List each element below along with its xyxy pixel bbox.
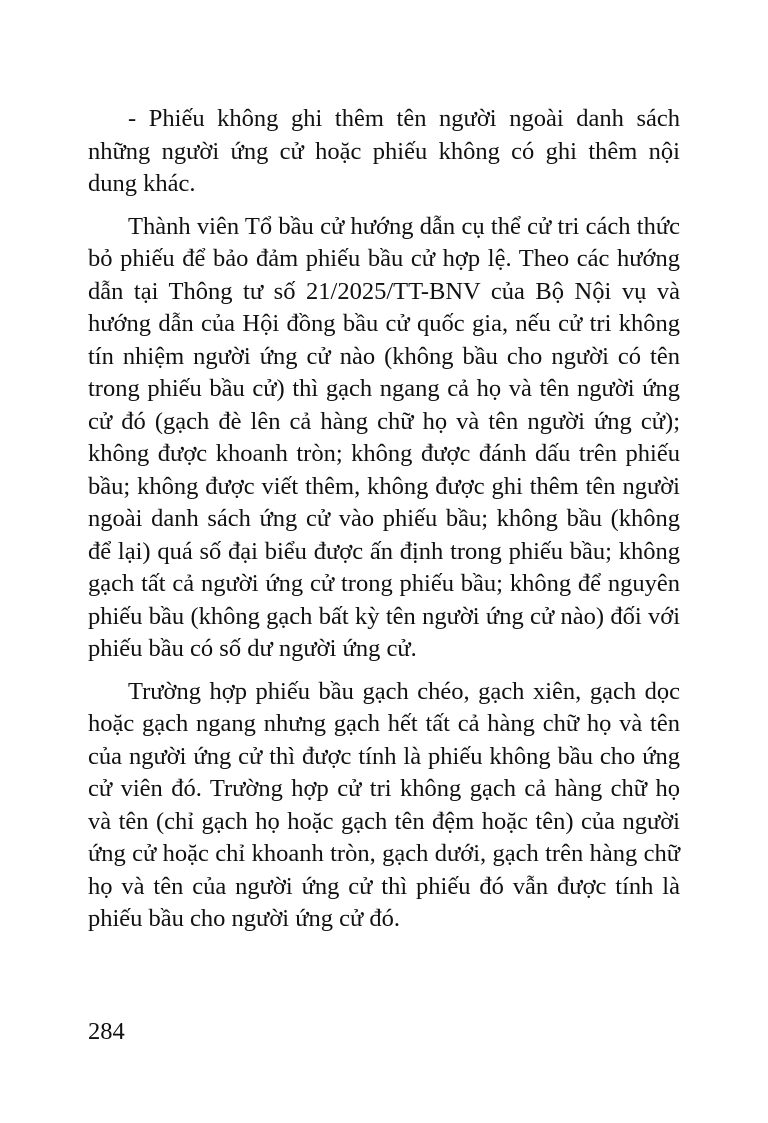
paragraph-ballot-condition: - Phiếu không ghi thêm tên người ngoài danh sách những người ứng cử hoặc phiếu không có ghi thêm nội dung khác. bbox=[88, 105, 680, 197]
paragraph-voting-guidance: Thành viên Tổ bầu cử hướng dẫn cụ thể cử tri cách thức bỏ phiếu để bảo đảm phiếu bầu cử hợp lệ. Theo các hướng dẫn tại Thông tư số 21/2025/TT-BNV của Bộ Nội vụ và hướng dẫn của Hội đồng bầu cử quốc gia, nếu cử tri không tín nhiệm người ứng cử nào (không bầu cho người có tên trong phiếu bầu cử) thì gạch ngang cả họ và tên người ứng cử đó (gạch đè lên cả hàng chữ họ và tên người ứng cử); không được khoanh tròn; không được đánh dấu trên phiếu bầu; không được viết thêm, không được ghi thêm tên người ngoài danh sách ứng cử vào phiếu bầu; không bầu (không để lại) quá số đại biểu được ấn định trong phiếu bầu; không gạch tất cả người ứng cử trong phiếu bầu; không để nguyên phiếu bầu (không gạch bất kỳ tên người ứng cử nào) đối với phiếu bầu có số dư người ứng cử. bbox=[88, 212, 680, 662]
paragraph-strikethrough-rules: Trường hợp phiếu bầu gạch chéo, gạch xiên, gạch dọc hoặc gạch ngang nhưng gạch hết tất cả hàng chữ họ và tên của người ứng cử thì được tính là phiếu không bầu cho ứng cử viên đó. Trường hợp cử tri không gạch cả hàng chữ họ và tên (chỉ gạch họ hoặc gạch tên đệm hoặc tên) của người ứng cử hoặc chỉ khoanh tròn, gạch dưới, gạch trên hàng chữ họ và tên của người ứng cử thì phiếu đó vẫn được tính là phiếu bầu cho người ứng cử đó. bbox=[88, 677, 680, 932]
page-body bbox=[88, 103, 680, 946]
page-number: 284 bbox=[88, 1018, 125, 1045]
